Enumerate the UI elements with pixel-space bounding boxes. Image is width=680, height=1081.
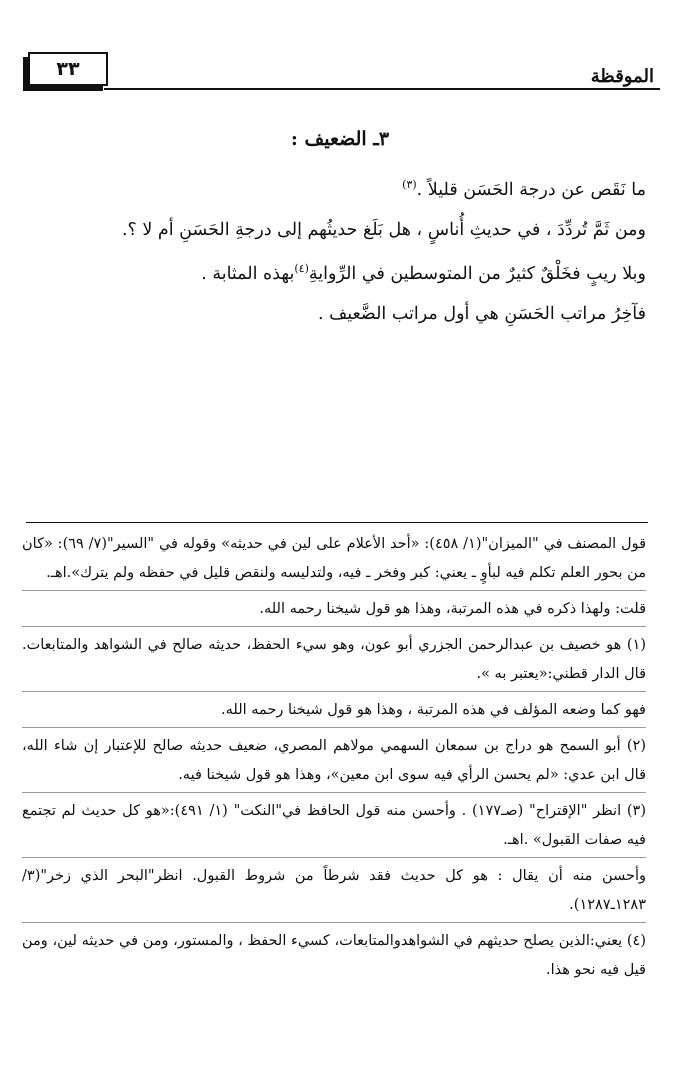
- body-line-2-text: ومن ثَمَّ تُردِّدَ ، في حديثِ أُناسٍ ، هل بَلَغ حديثُهم إلى درجةِ الحَسَنِ أم لا ؟.: [121, 220, 646, 240]
- footnote-ref-4: (٤): [294, 262, 309, 275]
- footnote-ref-3: (٣): [402, 178, 417, 191]
- section-title: ٣ـ الضعيف :: [290, 128, 390, 150]
- body-line-1-text: ما نَقَص عن درجة الحَسَن قليلاً .: [416, 179, 646, 200]
- footnote-separator: [26, 522, 648, 523]
- page-number-badge: [28, 52, 108, 86]
- body-line-4: [30, 304, 646, 346]
- footnotes: [22, 530, 646, 989]
- body-line-4-text: فآخِرُ مراتب الحَسَنِ هي أول مراتب الضَّعيف .: [317, 304, 646, 324]
- footnote-2: (٢) أبو السمح هو دراج بن سمعان السهمي مولاهم المصري، ضعيف حديثه صالح للإعتبار إن شاء الله، قال ابن عدي: «لم يحسن الرأي فيه سوى ابن معين»، وهذا هو قول شيخنا فيه.: [22, 732, 646, 793]
- footnote-continued: قول المصنف في "الميزان"(١/ ٤٥٨): «أحد الأعلام على لين في حديثه» وقوله في "السير"(٧/ ٦٩): «كان من بحور العلم تكلم فيه لبأوٍ ـ يعني: كبر وفخر ـ فيه، ولتدليسه ولنقص قليل في حفظه ولم يترك».اهـ.: [22, 530, 646, 591]
- footnote-1: (١) هو خصيف بن عبدالرحمن الجزري أبو عون، وهو سيء الحفظ، حديثه صالح في الشواهد والمتابعات. قال الدار قطني:«يعتبر به ».: [22, 631, 646, 692]
- footnote-comment-1: قلت: ولهذا ذكره في هذه المرتبة، وهذا هو قول شيخنا رحمه الله.: [22, 595, 646, 627]
- body-line-2: [30, 220, 646, 262]
- book-title: الموقظة: [590, 66, 654, 87]
- page-header: [20, 48, 660, 92]
- main-body: [30, 178, 646, 346]
- body-line-1: [30, 178, 646, 220]
- footnote-comment-2: فهو كما وضعه المؤلف في هذه المرتبة ، وهذا هو قول شيخنا رحمه الله.: [22, 696, 646, 728]
- footnote-3: (٣) انظر "الإقتراح" (صـ١٧٧) . وأحسن منه قول الحافظ في"النكت" (١/ ٤٩١):«هو كل حديث لم تجتمع فيه صفات القبول» .اهـ.: [22, 797, 646, 858]
- page-number: ٣٣: [56, 58, 80, 80]
- body-line-3-text: وبلا ريبٍ فخَلْقٌ كثيرٌ من المتوسطين في الرِّوايةِ: [308, 263, 646, 284]
- footnote-comment-3: وأحسن منه أن يقال : هو كل حديث فقد شرطاً من شروط القبول. انظر"البحر الذي زخر"(٣/ ١٢٨٣ـ١٢٨٧).: [22, 862, 646, 923]
- footnote-4: (٤) يعني:الذين يصلح حديثهم في الشواهدوالمتابعات، كسيء الحفظ ، والمستور، ومن في حديثه لين، ومن قيل فيه نحو هذا.: [22, 933, 646, 978]
- body-line-3: [30, 262, 646, 304]
- body-line-3-tail: بهذه المثابة .: [201, 263, 295, 284]
- header-rule: [104, 88, 660, 90]
